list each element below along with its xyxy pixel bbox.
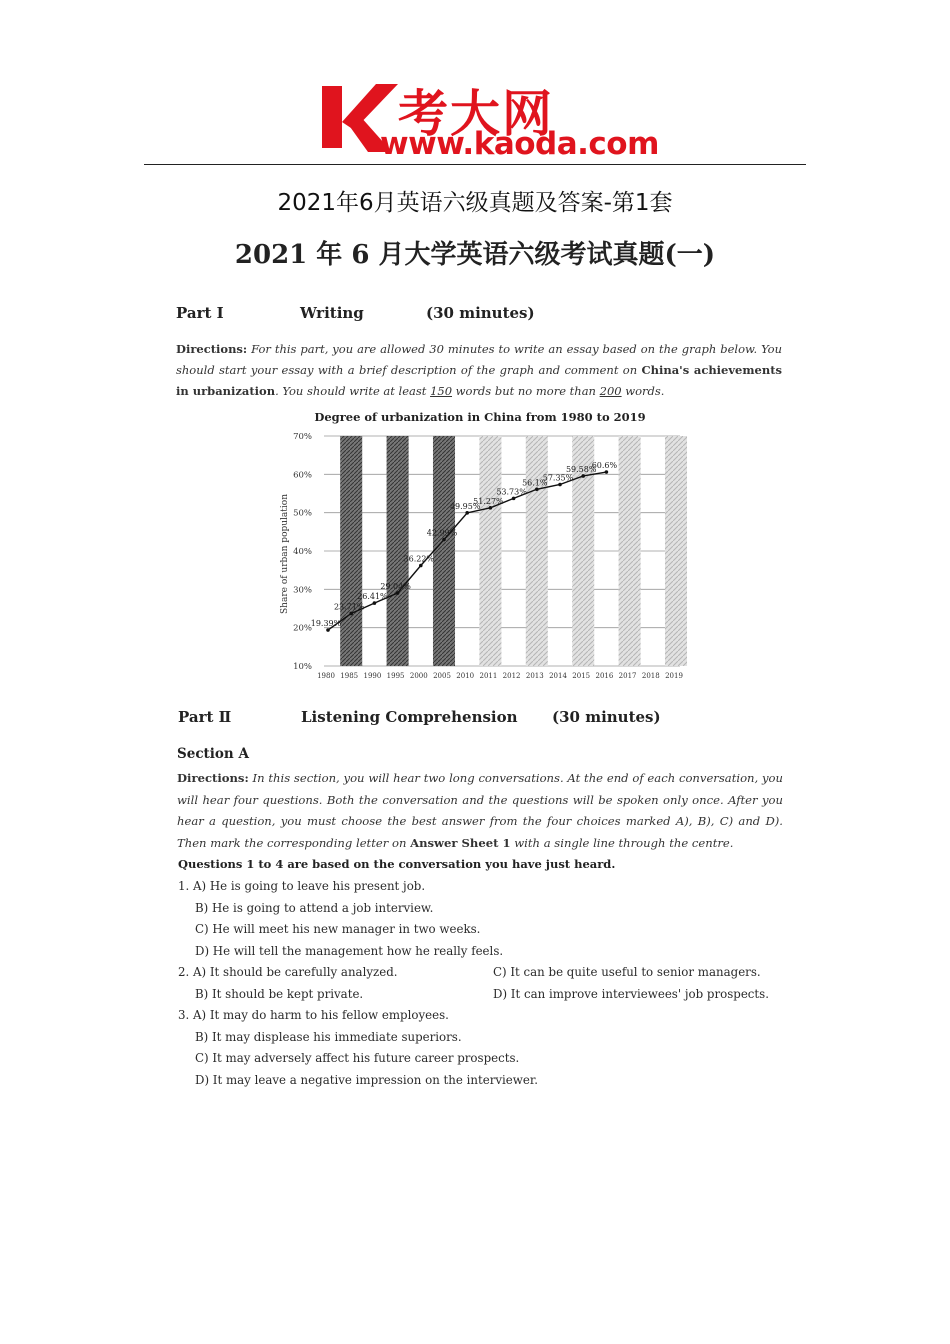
- chart-x-tick-label: 2000: [409, 672, 428, 680]
- chart-data-label: 29.04%: [380, 582, 411, 592]
- part1-header: [0, 304, 950, 324]
- logo-url-text: www.kaoda.com: [380, 126, 659, 162]
- document-title: 2021年6月英语六级真题及答案-第1套: [277, 190, 673, 216]
- chart-data-point: [605, 470, 609, 474]
- chart-data-label: 60.6%: [591, 461, 618, 471]
- chart-bar: [479, 436, 501, 666]
- questions-note: Questions 1 to 4 are based on the conversation you have just heard.: [178, 857, 616, 871]
- chart-y-axis-label: Share of urban population: [280, 493, 290, 615]
- q2-option-c: C) It can be quite useful to senior managers.: [493, 965, 761, 979]
- chart-data-point: [465, 511, 469, 515]
- section-a-heading: Section A: [177, 746, 249, 762]
- part1-label: Part Ⅰ: [176, 304, 224, 322]
- chart-bar: [619, 436, 641, 666]
- part2-time: (30 minutes): [552, 708, 661, 726]
- min-words: 150: [430, 384, 453, 398]
- chart-x-tick-label: 2012: [502, 672, 521, 680]
- chart-x-tick-label: 2005: [433, 672, 451, 680]
- part2-label: Part Ⅱ: [178, 708, 232, 726]
- chart-y-tick-label: 40%: [293, 547, 312, 557]
- chart-data-point: [489, 506, 493, 510]
- q2-option-b: B) It should be kept private.: [195, 987, 364, 1001]
- chart-x-tick-label: 2016: [595, 672, 614, 680]
- chart-bar: [433, 436, 455, 666]
- part1-directions: Directions: For this part, you are allowed 30 minutes to write an essay based on the graph below. You should start your essay with a brief description of the graph and comment on China's achievements in urbanization. You should write at least 150 words but no more than 200 words.: [176, 342, 783, 398]
- logo-chinese-text: 考大网: [398, 85, 554, 143]
- chart-x-tick-label: 2010: [456, 672, 475, 680]
- chart-data-label: 56.1%: [522, 478, 548, 488]
- q1-option-c: C) He will meet his new manager in two weeks.: [195, 922, 481, 936]
- chart-data-label: 23.71%: [333, 602, 365, 612]
- urbanization-chart: [278, 406, 688, 686]
- max-words: 200: [599, 384, 622, 398]
- chart-x-tick-label: 1980: [317, 672, 335, 680]
- chart-data-label: 36.22%: [403, 554, 435, 564]
- chart-x-tick-label: 2013: [525, 672, 544, 680]
- chart-x-tick-label: 2017: [618, 672, 637, 680]
- chart-bar: [387, 436, 409, 666]
- q1-option-a: 1. A) He is going to leave his present job.: [178, 879, 426, 893]
- chart-bar: [665, 436, 687, 666]
- answer-sheet-emphasis: Answer Sheet 1: [410, 835, 511, 850]
- chart-data-point: [349, 612, 353, 616]
- part2-header: [0, 708, 950, 728]
- chart-data-label: 19.39%: [310, 619, 342, 629]
- part1-time: (30 minutes): [426, 304, 535, 322]
- chart-x-tick-label: 2014: [549, 672, 567, 680]
- chart-x-tick-label: 2018: [641, 672, 660, 680]
- part2-name: Listening Comprehension: [301, 708, 518, 726]
- chart-data-point: [581, 474, 585, 478]
- chart-y-tick-label: 60%: [293, 470, 312, 481]
- chart-y-tick-label: 70%: [293, 432, 312, 442]
- part2-directions: Directions: In this section, you will hear two long conversations. At the end of each conversation, you will hear four questions. Both the conversation and the questions will be spoken only once. After you hear a question, you must choose the best answer from the four choices marked A), B), C) and D). Then mark the corresponding letter on Answer Sheet 1 with a single line through the centre.: [177, 771, 783, 850]
- chart-x-tick-label: 2015: [572, 672, 591, 680]
- chart-data-label: 26.41%: [357, 592, 388, 602]
- chart-y-tick-label: 30%: [293, 585, 312, 596]
- chart-x-tick-label: 2011: [479, 672, 498, 680]
- chart-data-point: [396, 591, 400, 595]
- topic-emphasis: China's achievements in urbanization: [176, 363, 783, 398]
- chart-data-point: [326, 628, 330, 632]
- chart-data-point: [373, 601, 377, 605]
- chart-data-label: 49.95%: [449, 501, 481, 511]
- chart-data-label: 53.73%: [496, 487, 527, 497]
- chart-data-point: [535, 487, 539, 491]
- q3-option-a: 3. A) It may do harm to his fellow employees.: [178, 1008, 449, 1022]
- chart-data-point: [442, 538, 446, 542]
- chart-x-tick-label: 2019: [665, 672, 683, 680]
- chart-data-point: [419, 564, 423, 568]
- chart-x-tick-label: 1985: [340, 672, 359, 680]
- chart-bar: [340, 436, 362, 666]
- q2-option-a: 2. A) It should be carefully analyzed.: [178, 965, 398, 979]
- chart-data-label: 59.58%: [565, 464, 597, 474]
- exam-title: 2021 年 6 月大学英语六级考试真题(一): [234, 240, 716, 270]
- chart-x-tick-label: 1995: [386, 672, 405, 680]
- chart-bar: [526, 436, 548, 666]
- q3-option-d: D) It may leave a negative impression on the interviewer.: [195, 1073, 538, 1087]
- q1-option-b: B) He is going to attend a job interview.: [195, 901, 434, 915]
- chart-data-label: 42.99%: [426, 528, 458, 538]
- chart-data-label: 51.27%: [473, 496, 504, 506]
- q2-option-d: D) It can improve interviewees' job prospects.: [493, 987, 769, 1001]
- chart-data-point: [558, 483, 562, 487]
- chart-title: Degree of urbanization in China from 1980 to 2019: [314, 410, 646, 424]
- chart-y-tick-label: 20%: [293, 623, 312, 634]
- chart-x-tick-label: 1990: [363, 672, 382, 680]
- chart-data-label: 57.35%: [542, 473, 574, 483]
- q3-option-c: C) It may adversely affect his future career prospects.: [195, 1051, 520, 1065]
- q1-option-d: D) He will tell the management how he really feels.: [195, 944, 504, 958]
- chart-data-point: [512, 497, 516, 501]
- chart-y-tick-label: 50%: [293, 508, 312, 519]
- directions-label: Directions:: [177, 771, 249, 785]
- part1-name: Writing: [300, 304, 364, 322]
- kaoda-logo: [318, 72, 659, 162]
- chart-y-tick-label: 10%: [293, 662, 312, 672]
- q3-option-b: B) It may displease his immediate superiors.: [195, 1030, 462, 1044]
- header-divider: [144, 164, 806, 165]
- directions-label: Directions:: [176, 342, 248, 356]
